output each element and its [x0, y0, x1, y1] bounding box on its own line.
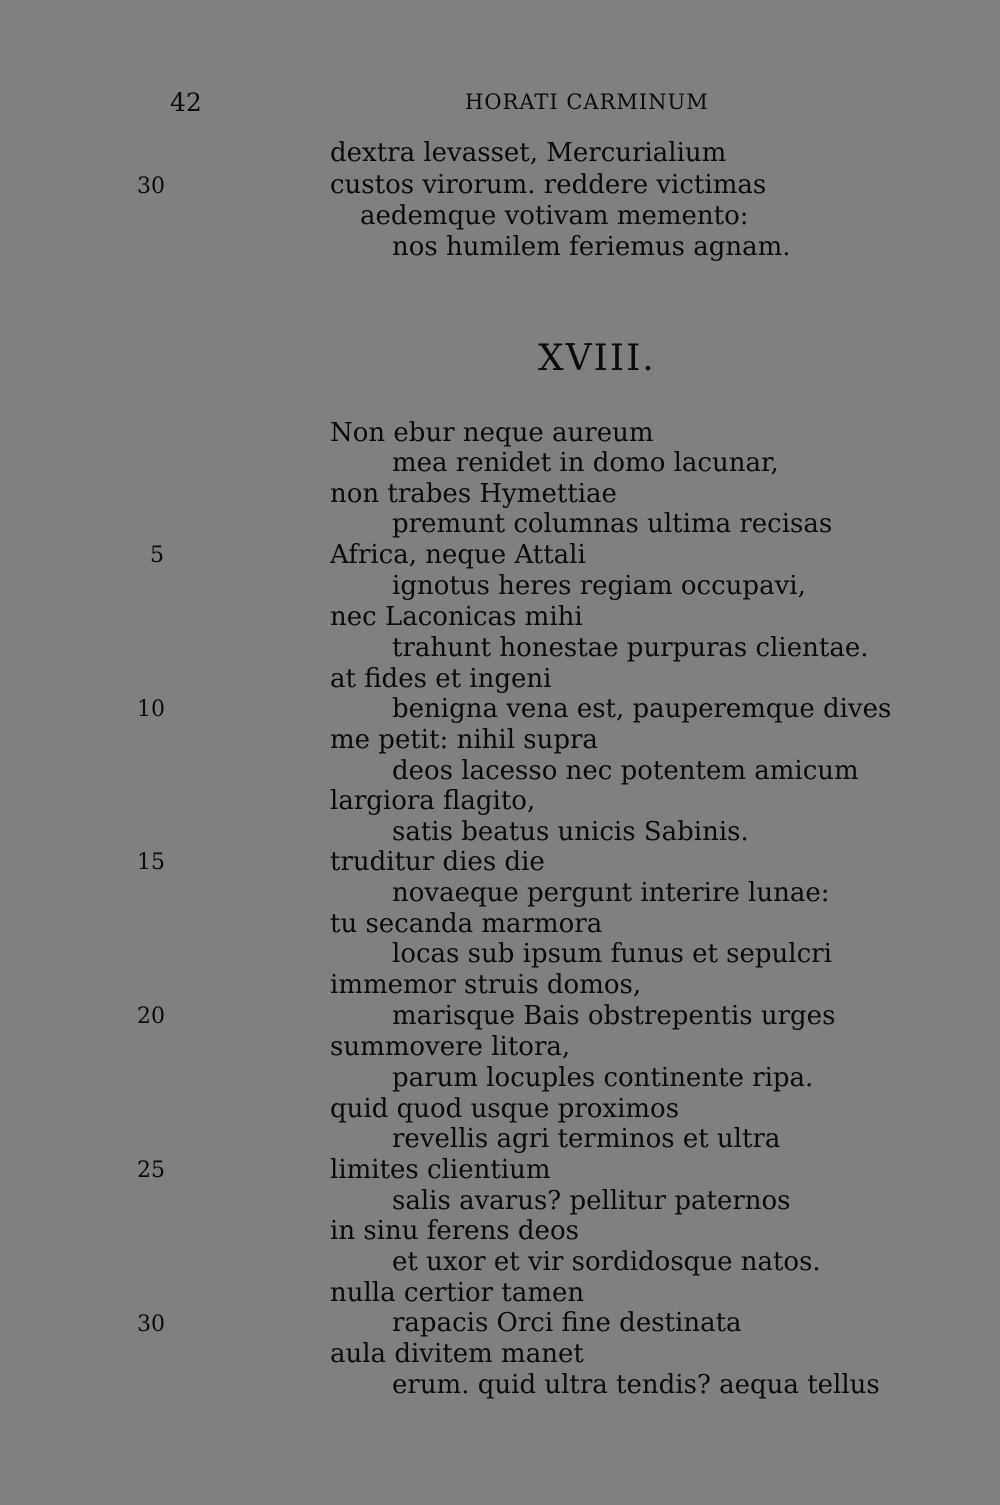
verse-line: summovere litora, — [330, 1032, 571, 1062]
verse-line: nulla certior tamen — [330, 1278, 585, 1308]
page-number: 42 — [170, 88, 202, 117]
verse-line: limites clientium — [330, 1155, 551, 1185]
verse-line: aula divitem manet — [330, 1339, 584, 1369]
verse-line: ignotus heres regiam occupavi, — [392, 571, 806, 601]
verse-line: at fides et ingeni — [330, 664, 552, 694]
verse-line: deos lacesso nec potentem amicum — [392, 756, 859, 786]
verse-line: salis avarus? pellitur paternos — [392, 1186, 791, 1216]
verse-line: dextra levasset, Mercurialium — [330, 138, 727, 168]
verse-line: Non ebur neque aureum — [330, 418, 654, 448]
verse-line: in sinu ferens deos — [330, 1216, 579, 1246]
line-number: 30 — [137, 174, 165, 199]
verse-line: custos virorum. reddere victimas — [330, 170, 767, 200]
verse-line: mea renidet in domo lacunar, — [392, 448, 779, 478]
verse-line: locas sub ipsum funus et sepulcri — [392, 939, 832, 969]
verse-line: quid quod usque proximos — [330, 1094, 680, 1124]
verse-line: Africa, neque Attali — [330, 540, 586, 570]
line-number: 10 — [137, 697, 165, 722]
line-number: 15 — [137, 850, 165, 875]
verse-line: immemor struis domos, — [330, 970, 642, 1000]
verse-line: satis beatus unicis Sabinis. — [392, 817, 749, 847]
line-number: 20 — [137, 1004, 165, 1029]
verse-line: nec Laconicas mihi — [330, 602, 583, 632]
running-title: HORATI CARMINUM — [465, 90, 709, 114]
verse-line: rapacis Orci fine destinata — [392, 1308, 742, 1338]
verse-line: erum. quid ultra tendis? aequa tellus — [392, 1370, 880, 1400]
verse-line: benigna vena est, pauperemque dives — [392, 694, 892, 724]
line-number: 5 — [150, 543, 164, 568]
verse-line: nos humilem feriemus agnam. — [392, 232, 791, 262]
verse-line: aedemque votivam memento: — [360, 201, 749, 231]
verse-line: et uxor et vir sordidosque natos. — [392, 1247, 821, 1277]
verse-line: revellis agri terminos et ultra — [392, 1124, 781, 1154]
verse-line: me petit: nihil supra — [330, 725, 598, 755]
verse-line: tu secanda marmora — [330, 909, 603, 939]
verse-line: premunt columnas ultima recisas — [392, 509, 833, 539]
verse-line: novaeque pergunt interire lunae: — [392, 878, 830, 908]
verse-line: non trabes Hymettiae — [330, 479, 617, 509]
verse-line: trahunt honestae purpuras clientae. — [392, 633, 869, 663]
poem-title: XVIII. — [538, 338, 656, 379]
verse-line: truditur dies die — [330, 847, 545, 877]
line-number: 25 — [137, 1158, 165, 1183]
verse-line: marisque Bais obstrepentis urges — [392, 1001, 836, 1031]
line-number: 30 — [137, 1312, 165, 1337]
verse-line: largiora flagito, — [330, 786, 536, 816]
verse-line: parum locuples continente ripa. — [392, 1063, 814, 1093]
